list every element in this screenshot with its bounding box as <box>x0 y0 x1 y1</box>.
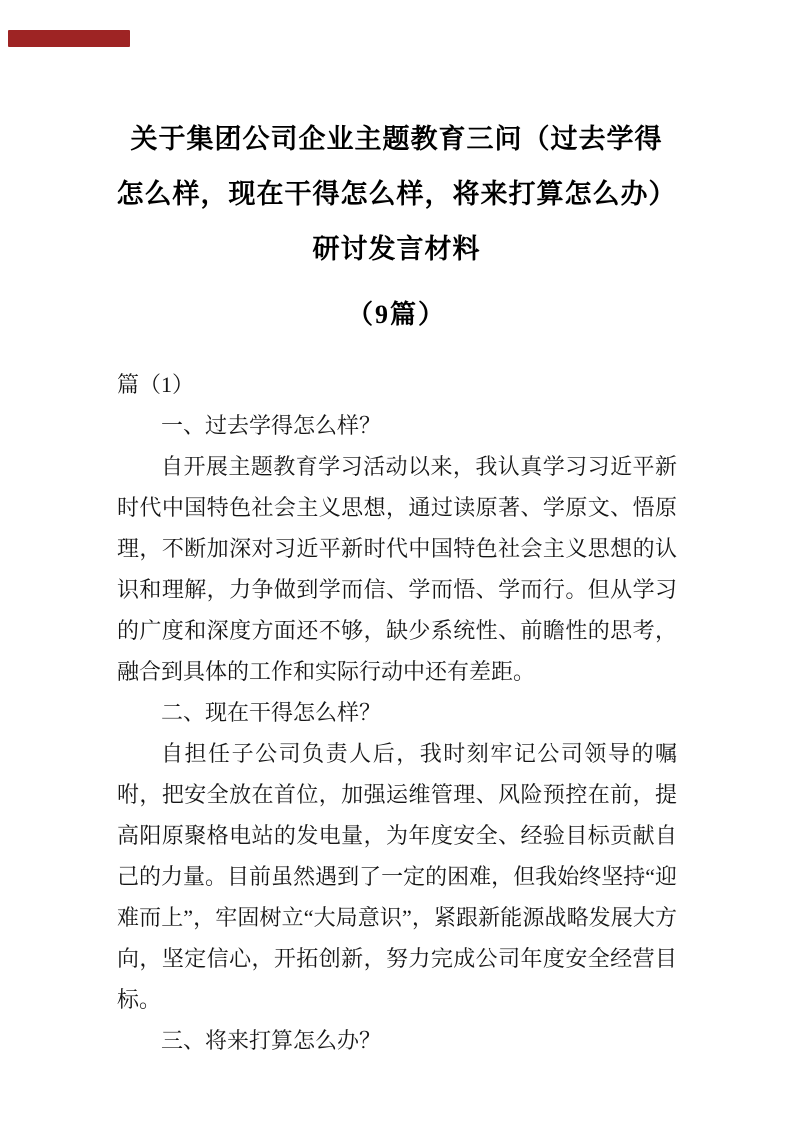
piece-1-label: 篇（1） <box>117 372 195 397</box>
section-1-heading: 一、过去学得怎么样？ <box>161 413 382 438</box>
article-count-subtitle: （9篇） <box>346 300 446 329</box>
document-title <box>0 112 793 277</box>
title-line-2: 怎么样，现在干得怎么样，将来打算怎么办） <box>116 179 677 209</box>
section-3-heading: 三、将来打算怎么办？ <box>161 1028 382 1053</box>
title-line-3: 研讨发言材料 <box>312 234 481 264</box>
section-2-heading: 二、现在干得怎么样？ <box>161 700 382 725</box>
title-line-1: 关于集团公司企业主题教育三问（过去学得 <box>130 124 663 154</box>
section-2-paragraph: 自担任子公司负责人后，我时刻牢记公司领导的嘱咐，把安全放在首位，加强运维管理、风险预控在前，提高阳原聚格电站的发电量，为年度安全、经验目标贡献自己的力量。目前虽然遇到了一定的困难，但我始终坚持“迎难而上”，牢固树立“大局意识”，紧跟新能源战略发展大方向，坚定信心，开拓创新，努力完成公司年度安全经营目标。 <box>117 741 677 1012</box>
document-body <box>0 364 793 1061</box>
section-1-paragraph: 自开展主题教育学习活动以来，我认真学习习近平新时代中国特色社会主义思想，通过读原著、学原文、悟原理，不断加深对习近平新时代中国特色社会主义思想的认识和理解，力争做到学而信、学而悟、学而行。但从学习的广度和深度方面还不够，缺少系统性、前瞻性的思考，融合到具体的工作和实际行动中还有差距。 <box>117 454 677 684</box>
red-highlight-bar <box>8 30 130 47</box>
